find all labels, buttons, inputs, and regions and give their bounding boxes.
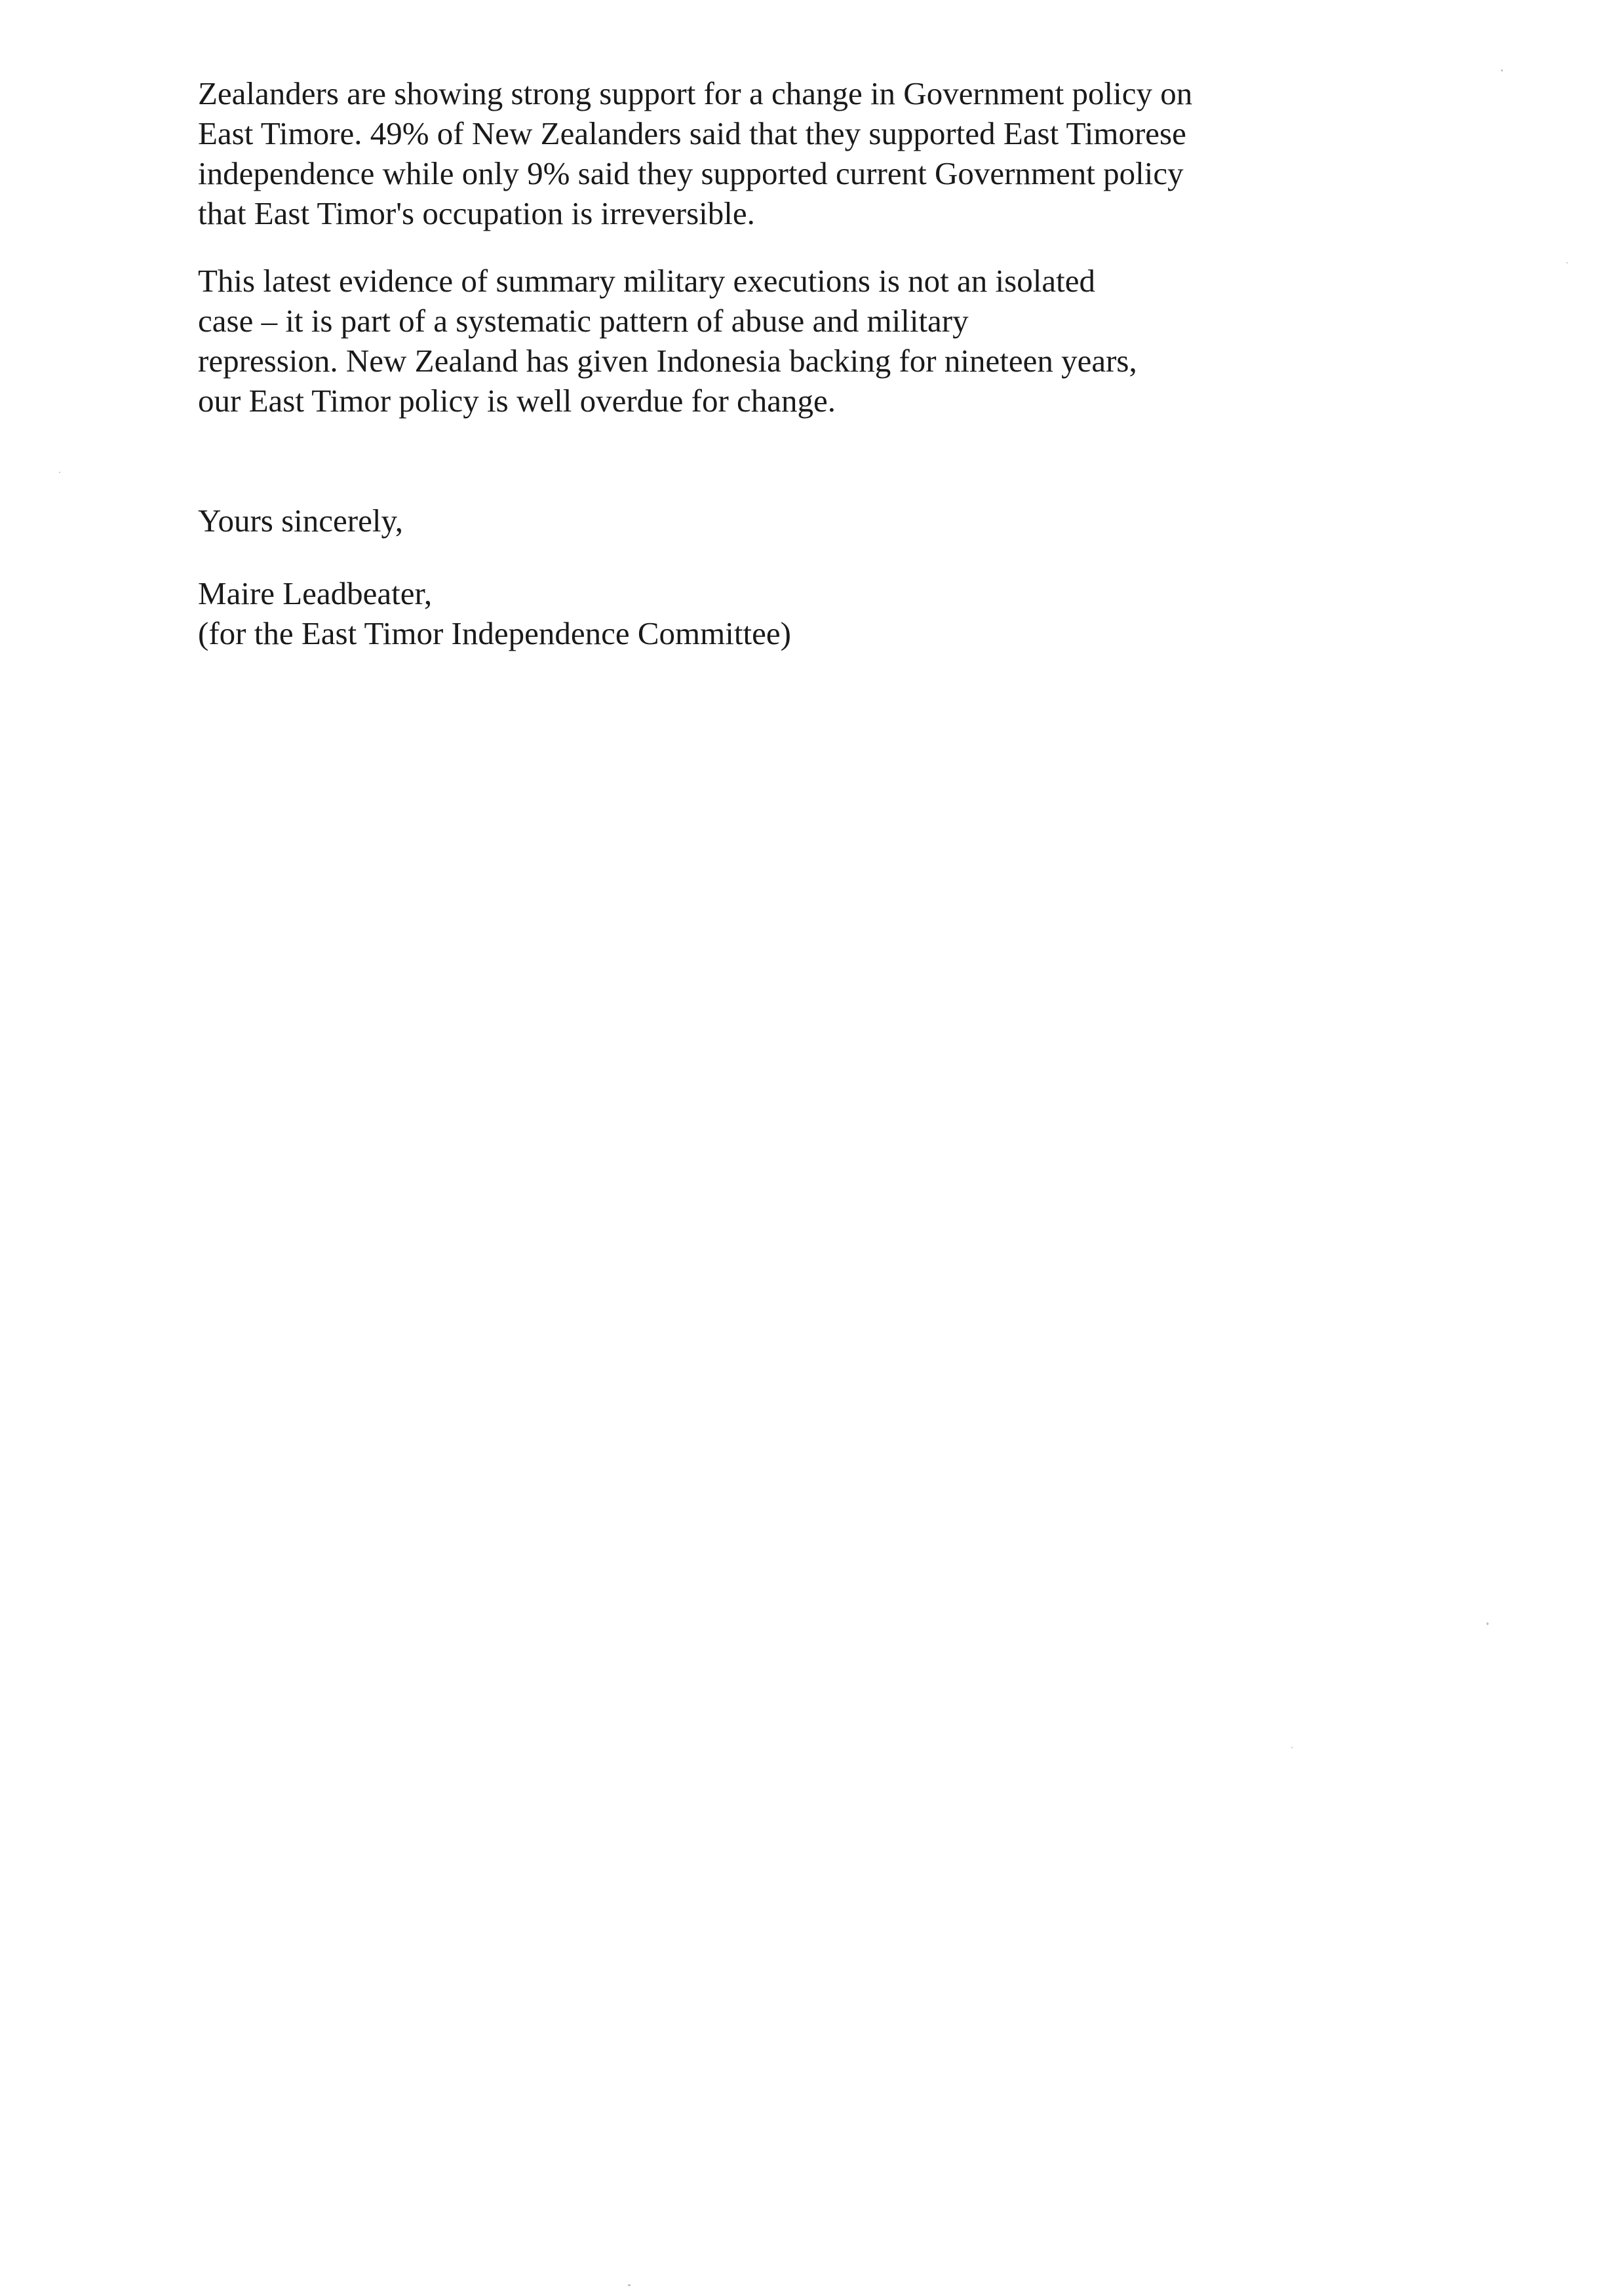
text-line: East Timore. 49% of New Zealanders said that they supported East Timorese bbox=[198, 115, 1186, 151]
signature-block bbox=[198, 573, 1312, 653]
text-line: that East Timor's occupation is irreversible. bbox=[198, 195, 755, 231]
text-line: our East Timor policy is well overdue for change. bbox=[198, 383, 836, 419]
text-line: Zealanders are showing strong support for a change in Government policy on bbox=[198, 75, 1193, 111]
scan-speck bbox=[1487, 1622, 1489, 1625]
scan-speck bbox=[1291, 1747, 1293, 1748]
paragraph-military-executions bbox=[198, 261, 1312, 421]
signatory-name: Maire Leadbeater, bbox=[198, 575, 433, 611]
paragraph-poll-support bbox=[198, 73, 1312, 233]
closing-salutation: Yours sincerely, bbox=[198, 503, 404, 539]
scan-speck bbox=[59, 472, 60, 473]
scan-speck bbox=[1566, 262, 1568, 263]
letter-body bbox=[198, 73, 1312, 653]
scan-speck bbox=[628, 2284, 631, 2286]
text-line: case – it is part of a systematic pattern of abuse and military bbox=[198, 303, 969, 339]
scan-speck bbox=[1501, 69, 1503, 71]
text-line: This latest evidence of summary military executions is not an isolated bbox=[198, 263, 1095, 299]
text-line: repression. New Zealand has given Indonesia backing for nineteen years, bbox=[198, 343, 1137, 379]
text-line: independence while only 9% said they supported current Government policy bbox=[198, 155, 1184, 191]
signatory-affiliation: (for the East Timor Independence Committee) bbox=[198, 615, 791, 651]
